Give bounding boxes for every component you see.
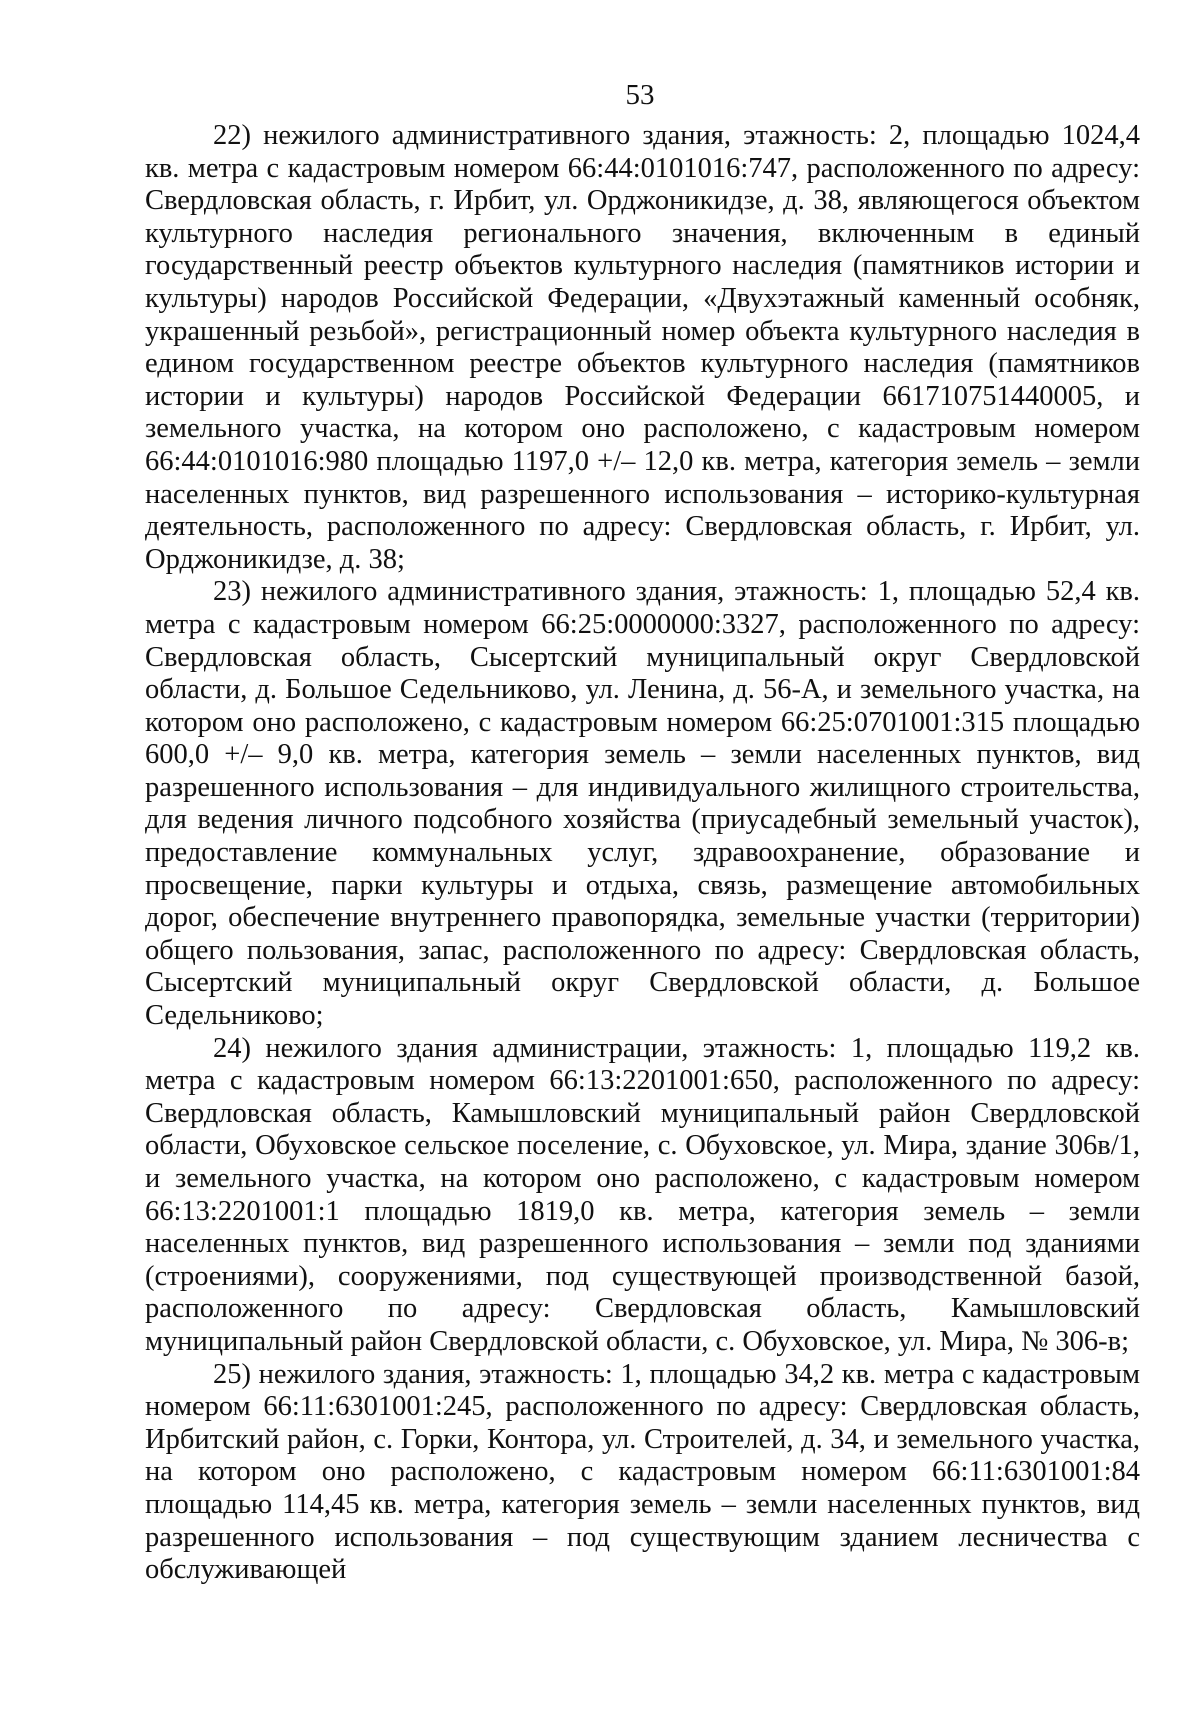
list-item-22: 22) нежилого административного здания, этажность: 2, площадью 1024,4 кв. метра с кадастровым номером 66:44:0101016:747, расположенного по адресу: Свердловская область, г. Ирбит, ул. Орджоникидзе, д. 38, являющегося объектом культурного наследия регионального значения, включенным в единый государственный реестр объектов культурного наследия (памятников истории и культуры) народов Российской Федерации, «Двухэтажный каменный особняк, украшенный резьбой», регистрационный номер объекта культурного наследия в едином государственном реестре объектов культурного наследия (памятников истории и культуры) народов Российской Федерации 661710751440005, и земельного участка, на котором оно расположено, с кадастровым номером 66:44:0101016:980 площадью 1197,0 +/– 12,0 кв. метра, категория земель – земли населенных пунктов, вид разрешенного использования – историко-культурная деятельность, расположенного по адресу: Свердловская область, г. Ирбит, ул. Орджоникидзе, д. 38; [145, 120, 1140, 575]
list-item-25: 25) нежилого здания, этажность: 1, площадью 34,2 кв. метра с кадастровым номером 66:11:6301001:245, расположенного по адресу: Свердловская область, Ирбитский район, с. Горки, Контора, ул. Строителей, д. 34, и земельного участка, на котором оно расположено, с кадастровым номером 66:11:6301001:84 площадью 114,45 кв. метра, категория земель – земли населенных пунктов, вид разрешенного использования – под существующим зданием лесничества с обслуживающей [145, 1358, 1140, 1586]
document-body [145, 120, 1140, 1587]
page-number: 53 [625, 79, 655, 111]
list-item-23: 23) нежилого административного здания, этажность: 1, площадью 52,4 кв. метра с кадастровым номером 66:25:0000000:3327, расположенного по адресу: Свердловская область, Сысертский муниципальный округ Свердловской области, д. Большое Седельниково, ул. Ленина, д. 56-А, и земельного участка, на котором оно расположено, с кадастровым номером 66:25:0701001:315 площадью 600,0 +/– 9,0 кв. метра, категория земель – земли населенных пунктов, вид разрешенного использования – для индивидуального жилищного строительства, для ведения личного подсобного хозяйства (приусадебный земельный участок), предоставление коммунальных услуг, здравоохранение, образование и просвещение, парки культуры и отдыха, связь, размещение автомобильных дорог, обеспечение внутреннего правопорядка, земельные участки (территории) общего пользования, запас, расположенного по адресу: Свердловская область, Сысертский муниципальный округ Свердловской области, д. Большое Седельниково; [145, 576, 1140, 1032]
list-item-24: 24) нежилого здания администрации, этажность: 1, площадью 119,2 кв. метра с кадастровым номером 66:13:2201001:650, расположенного по адресу: Свердловская область, Камышловский муниципальный район Свердловской области, Обуховское сельское поселение, с. Обуховское, ул. Мира, здание 306в/1, и земельного участка, на котором оно расположено, с кадастровым номером 66:13:2201001:1 площадью 1819,0 кв. метра, категория земель – земли населенных пунктов, вид разрешенного использования – земли под зданиями (строениями), сооружениями, под существующей производственной базой, расположенного по адресу: Свердловская область, Камышловский муниципальный район Свердловской области, с. Обуховское, ул. Мира, № 306-в; [145, 1032, 1140, 1357]
